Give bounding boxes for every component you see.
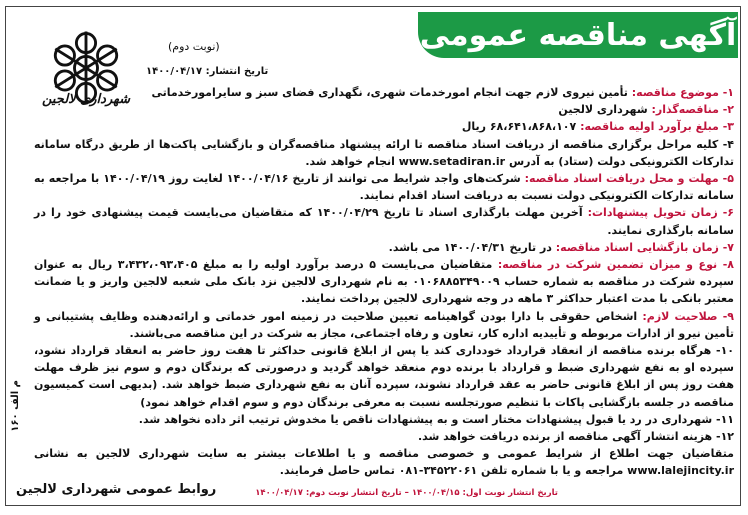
item-text: در تاریخ ۱۴۰۰/۰۴/۳۱ می باشد. <box>388 240 556 254</box>
item-10 <box>34 342 734 411</box>
item-3 <box>34 118 734 135</box>
item-label: ۸- نوع و میزان تضمین شرکت در مناقصه: <box>497 258 734 272</box>
round-label: (نوبت دوم) <box>168 40 220 53</box>
item-12 <box>34 428 734 445</box>
item-label: ۲- مناقصه‌گذار: <box>651 103 734 117</box>
item-9 <box>34 308 734 342</box>
publish-date <box>146 66 268 77</box>
item-text: ۶۸،۶۴۱،۸۶۸،۱۰۷ ریال <box>461 120 581 134</box>
item-text: شرکت‌های واجد شرایط می توانند از تاریخ ۱۴۰۰/۰۴/۱۶ لغایت روز ۱۴۰۰/۰۴/۱۹ با مراجعه به سامانه تدارکات الکترونیکی دولت نسبت به دریافت اسناد اقدام نمایند. <box>34 172 734 203</box>
title-banner <box>418 12 738 58</box>
item-label: ۳- مبلغ برآورد اولیه مناقصه: <box>580 120 734 134</box>
side-code: م الف ۱۶۰ <box>10 380 21 432</box>
publish-date-label: تاریخ انتشار: <box>205 66 269 77</box>
item-label: ۶- زمان تحویل پیشنهادات: <box>587 206 734 220</box>
item-2 <box>34 101 734 118</box>
item-label: ۹- صلاحیت لازم: <box>642 309 734 323</box>
logo-caption: شهرداری لالجین <box>41 92 131 107</box>
item-7 <box>34 239 734 256</box>
item-6 <box>34 204 734 238</box>
notice-title: آگهی مناقصه عمومی <box>419 17 737 53</box>
item-text: اشخاص حقوقی با دارا بودن گواهینامه تعیین صلاحیت در زمینه امور خدماتی و ارائه‌دهنده وظایف پشتیبانی و تأمین نیرو از ادارات مربوطه و تأییدیه اداره کار، تعاون و رفاه اجتماعی، مجاز به شرکت در این مناقصه می‌باشند. <box>34 309 734 340</box>
item-label: ۵- مهلت و محل دریافت اسناد مناقصه: <box>524 172 734 186</box>
notice-body <box>34 84 734 480</box>
item-text: ۱۱- شهرداری در رد یا قبول پیشنهادات مختار است و به پیشنهادات ناقص یا مخدوش ترتیب اثر داده نخواهد شد. <box>138 412 734 426</box>
item-text: شهرداری لالجین <box>558 103 652 117</box>
publish-date-value: ۱۴۰۰/۰۴/۱۷ <box>146 66 203 77</box>
item-text: متقاضیان می‌بایست ۵ درصد برآورد اولیه را به مبلغ ۳،۴۳۲،۰۹۳،۴۰۵ ریال به عنوان سپرده شرکت در مناقصه به شماره حساب ۰۱۰۶۸۸۵۳۴۹۰۰۹ به نام شهرداری لالجین نزد بانک ملی شعبه لالجین واریز و یا ضمانت معتبر بانکی با مدت اعتبار حداکثر ۳ ماهه در وجه شهرداری لالجین پرداخت نمایند. <box>34 258 734 306</box>
item-text: ۴- کلیه مراحل برگزاری مناقصه از دریافت اسناد مناقصه تا ارائه پیشنهاد مناقصه‌گران و بازگشایی پاکت‌ها از طریق درگاه سامانه تدارکات الکترونیکی دولت (ستاد) به آدرس www.setadiran.ir انجام خواهد شد. <box>34 137 734 168</box>
publication-dates: تاریخ انتشار نوبت اول: ۱۴۰۰/۰۴/۱۵ – تاریخ انتشار نوبت دوم: ۱۴۰۰/۰۴/۱۷ <box>255 488 558 498</box>
item-5 <box>34 170 734 204</box>
item-11 <box>34 411 734 428</box>
item-text: تأمین نیروی لازم جهت انجام امورخدمات شهری، نگهداری فضای سبز و سایرامورخدماتی <box>151 86 632 99</box>
item-8 <box>34 256 734 308</box>
item-text: متقاضیان جهت اطلاع از شرایط عمومی و خصوصی مناقصه و یا اطلاعات بیشتر به سایت شهرداری لالجین به نشانی www.lalejincity.ir مراجعه و یا با شماره تلفن ۳۴۵۲۲۰۶۱-۰۸۱ تماس حاصل فرمایند. <box>34 447 734 478</box>
item-label: ۱- موضوع مناقصه: <box>631 86 734 99</box>
item-label: ۷- زمان بازگشایی اسناد مناقصه: <box>555 240 734 254</box>
contact-info <box>34 445 734 479</box>
item-4 <box>34 136 734 170</box>
signature: روابط عمومی شهرداری لالجین <box>16 482 217 497</box>
item-text: ۱۲- هزینه انتشار آگهی مناقصه از برنده دریافت خواهد شد. <box>417 430 734 444</box>
item-text: آخرین مهلت بارگذاری اسناد تا تاریخ ۱۴۰۰/۰۴/۲۹ که متقاضیان می‌بایست قیمت پیشنهادی خود را در سامانه بارگذاری نمایند. <box>34 206 734 237</box>
item-text: ۱۰- هرگاه برنده مناقصه از انعقاد قرارداد خودداری کند یا پس از ابلاغ قانونی حداکثر تا هفت روز حاضر به انعقاد قرارداد نشود، سپرده او به نفع شهرداری ضبط و قرارداد با برنده دوم منعقد خواهد گردید و درصورتی که برندگان دوم و سوم نیز ظرف مهلت هفت روز پس از ابلاغ قانونی حاضر به عقد قرارداد نشوند، سپرده آنان به نفع شهرداری ضبط خواهد شد. (بدیهی است کمیسیون مناقصه در جلسه بازگشایی پاکات با تنظیم صورتجلسه نسبت به معرفی برندگان دوم و سوم اقدام خواهد نمود) <box>34 344 734 409</box>
item-1 <box>34 84 734 101</box>
